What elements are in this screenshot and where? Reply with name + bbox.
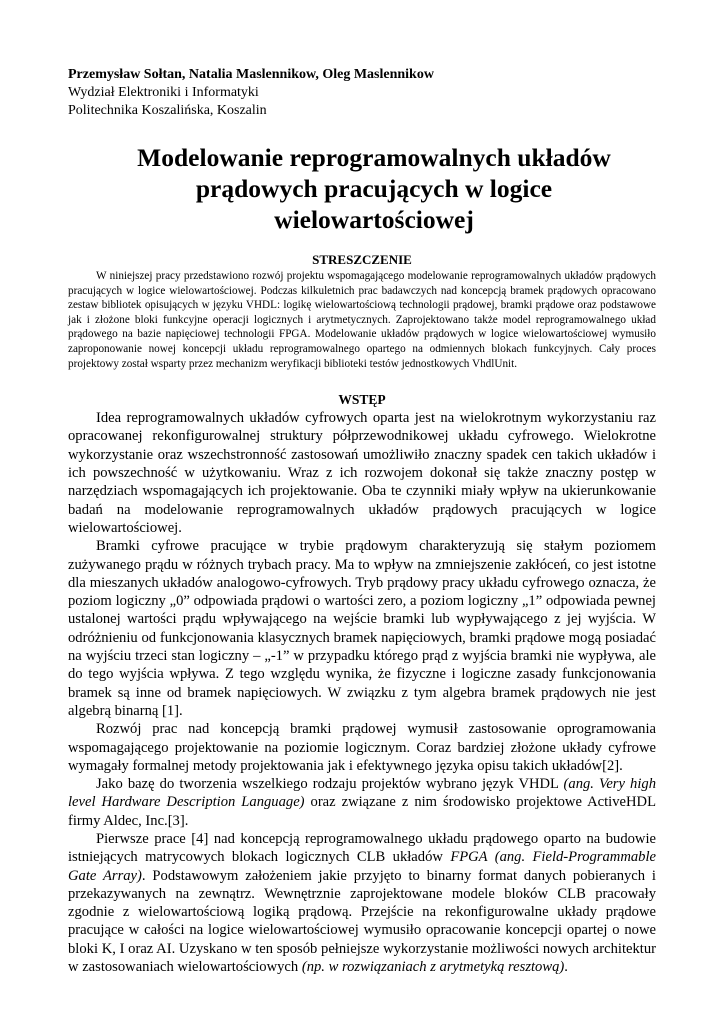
paper-page bbox=[68, 66, 656, 976]
authors: Przemysław Sołtan, Natalia Maslennikow, Oleg Maslennikow bbox=[68, 67, 434, 82]
paper-title bbox=[68, 142, 656, 235]
intro-paragraph-1: Idea reprogramowalnych układów cyfrowych oparta jest na wielokrotnym wykorzystaniu raz opracowanej rekonfigurowalnej struktury półprzewodnikowej układu cyfrowego. Wielokrotne wykorzystanie oraz wszechstronność zastosowań umożliwiło znaczny spadek cen takich układów i ich powszechność w użytkowaniu. Wraz z ich rozwojem dokonał się także znaczny postęp w narzędziach wspomagających ich projektowanie. Oba te czynniki miały wpływ na ukierunkowanie badań na modelowanie reprogramowalnych układów prądowych pracujących w logice wielowartościowej. bbox=[68, 410, 656, 536]
p5-text-a: Pierwsze prace [4] nad koncepcją reprogramowalnego układu prądowego oparto na budowie istniejących matrycowych blokach logicznych CLB układów bbox=[68, 830, 656, 866]
intro-paragraph-5 bbox=[68, 830, 656, 976]
p5-text-e: . bbox=[564, 959, 568, 976]
title-line-1: Modelowanie reprogramowalnych układów bbox=[137, 143, 611, 172]
p4-text-c: oraz związane z nim środowisko projektowe ActiveHDL firmy Aldec, Inc.[3]. bbox=[68, 794, 656, 829]
p5-italic-d: (np. w rozwiązaniach z arytmetyką resztową) bbox=[301, 959, 565, 976]
intro-paragraph-3: Rozwój prac nad koncepcją bramki prądowej wymusił zastosowanie oprogramowania wspomagającego projektowanie na poziomie logicznym. Coraz bardziej złożone układy cyfrowe wymagały formalnej metody projektowania jak i efektywnego języka opisu takich układów[2]. bbox=[68, 721, 656, 774]
department: Wydział Elektroniki i Informatyki bbox=[68, 85, 259, 100]
abstract-heading: STRESZCZENIE bbox=[312, 252, 412, 267]
title-line-2: prądowych pracujących w logice bbox=[195, 174, 553, 203]
p5-italic-b: FPGA (ang. Field-Programmable Gate Array) bbox=[68, 849, 656, 884]
intro-heading: WSTĘP bbox=[338, 392, 386, 408]
p4-text-a: Jako bazę do tworzenia wszelkiego rodzaju projektów wybrano język VHDL bbox=[96, 776, 564, 793]
p5-text-c: . Podstawowym założeniem jakie przyjęto to binarny format danych pobieranych i przekazywanych na zewnątrz. Wewnętrznie zaprojektowane modele bloków CLB pracowały zgodnie z wielowartościową logiką prądową. Przejście na rekonfigurowalne układy prądowe pracujące w całości na logice wielowartościowej wymusiło opracowanie koncepcji opartej o nowe bloki K, I oraz AI. Uzyskano w ten sposób pełniejsze wykorzystanie możliwości nowych architektur w zastosowaniach wielowartościowych bbox=[68, 867, 656, 976]
intro-paragraph-4 bbox=[68, 775, 656, 830]
university: Politechnika Koszalińska, Koszalin bbox=[68, 103, 267, 118]
title-line-3: wielowartościowej bbox=[274, 205, 474, 234]
p4-italic: (ang. Very high level Hardware Description Language) bbox=[68, 776, 656, 811]
intro-paragraph-2: Bramki cyfrowe pracujące w trybie prądowym charakteryzują się stałym poziomem zużywanego prądu w różnych trybach pracy. Ma to wpływ na zmniejszenie zakłóceń, co jest istotne dla mieszanych układów analogowo-cyfrowych. Tryb prądowy pracy układu cyfrowego oznacza, że poziom logiczny „0” odpowiada prądowi o wartości zero, a poziom logiczny „1” odpowiada pewnej ustalonej wartości prądu wpływającego na wejście bramki lub wypływającego z jej wyjścia. W odróżnieniu od funkcjonowania klasycznych bramek napięciowych, bramki prądowe mogą posiadać na wyjściu trzeci stan logiczny – „-1” w przypadku którego prąd z wyjścia bramki nie wypływa, ale do tego wyjścia wpływa. Z tego względu wynika, że fizyczne i logiczne zasady funkcjonowania bramek są inne od bramek napięciowych. W związku z tym algebra bramek prądowych nie jest algebrą binarną [1]. bbox=[68, 538, 656, 719]
abstract-text: W niniejszej pracy przedstawiono rozwój projektu wspomagającego modelowanie reprogramowalnych układów prądowych pracujących w logice wielowartościowej. Podczas kilkuletnich prac badawczych nad koncepcją bramek prądowych opracowano zestaw bibliotek opisujących w języku VHDL: logikę wielowartościową technologii prądowej, bramki prądowe oraz podstawowe jak i złożone bloki funkcyjne operacji logicznych i arytmetycznych. Zaprojektowano także model reprogramowalnego układ prądowego na bazie napięciowej technologii FPGA. Modelowanie układów prądowych w logice wielowartościowej wymusiło zaproponowanie nowej koncepcji układu reprogramowalnego opartego na odmiennych blokach funkcyjnych. Cały proces projektowy został wsparty przez mechanizm weryfikacji biblioteki testów jednostkowych VhdlUnit. bbox=[68, 270, 656, 370]
